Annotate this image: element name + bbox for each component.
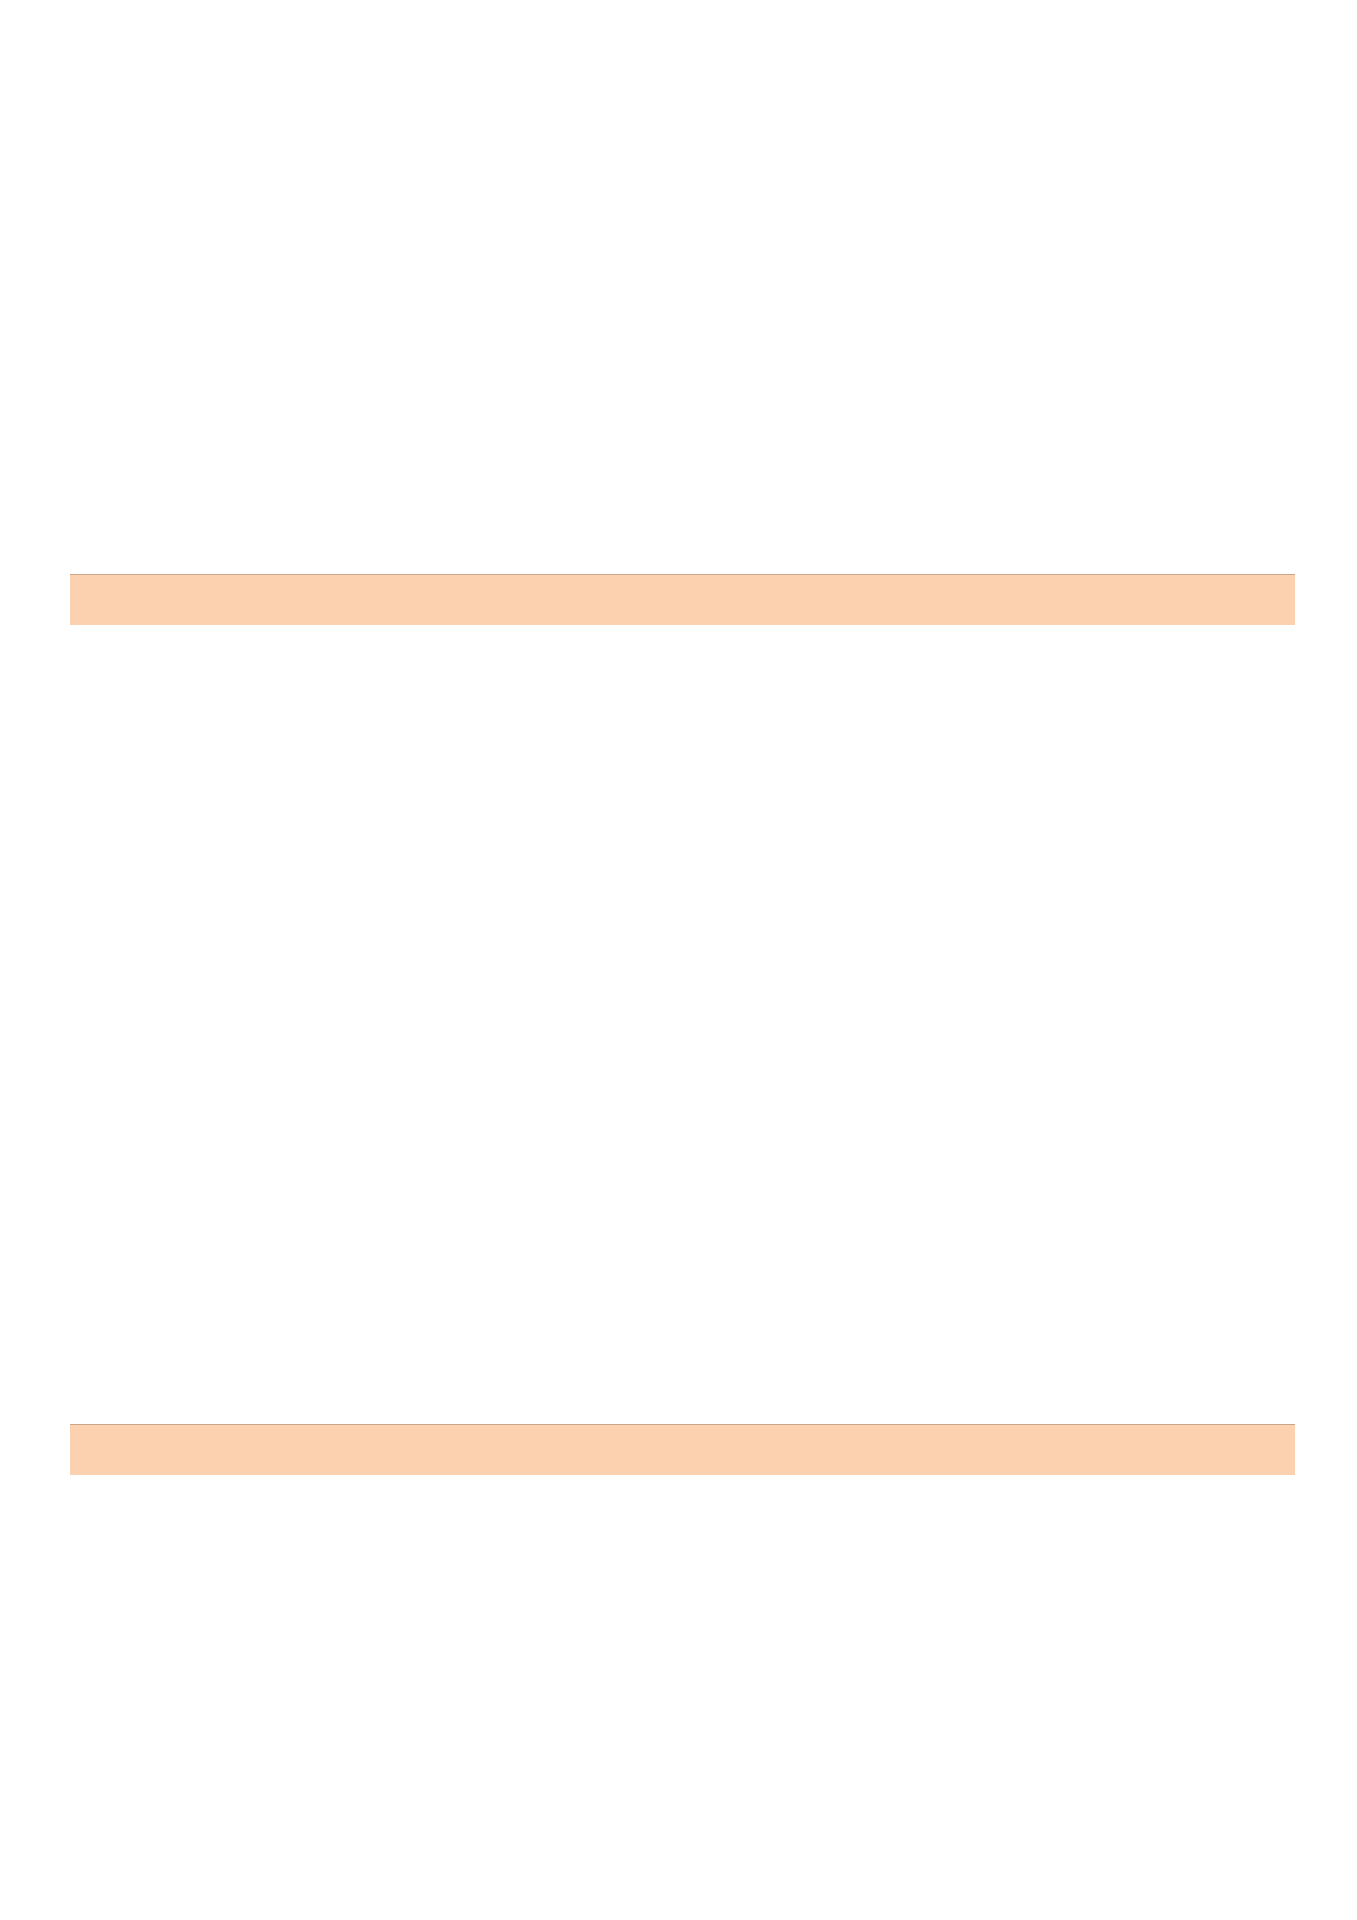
page-title (80, 108, 84, 144)
table2-header (70, 1424, 1295, 1475)
table-single-flanged (70, 1424, 1295, 1475)
drawings-bottom (0, 1030, 1357, 1430)
table1-header (70, 574, 1295, 625)
drawings-top (0, 150, 1357, 570)
table-double-flanged (70, 574, 1295, 625)
drawings-top-svg (0, 150, 1357, 570)
drawings-bottom-svg (0, 1030, 1357, 1430)
